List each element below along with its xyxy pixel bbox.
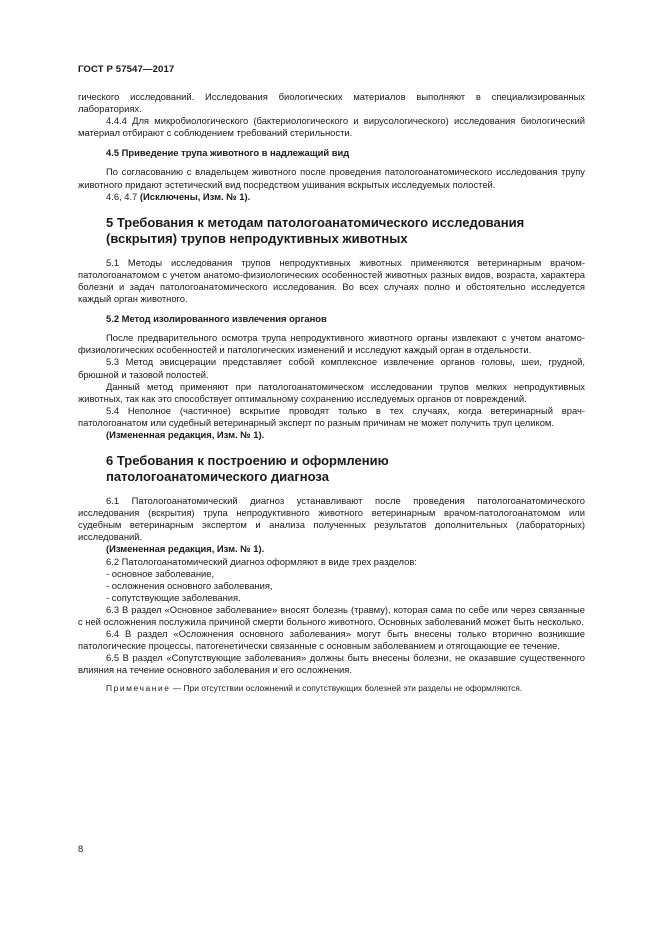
amendment-note: (Измененная редакция, Изм. № 1). xyxy=(106,428,265,440)
subheading-4-5: 4.5 Приведение трупа животного в надлежащий вид xyxy=(106,147,350,159)
note-label: Примечание xyxy=(106,683,171,694)
section-6-heading xyxy=(106,453,585,485)
note xyxy=(78,682,585,694)
document-body xyxy=(78,91,585,695)
section-5-heading-line2: (вскрытия) трупов непродуктивных животных xyxy=(106,230,408,246)
paragraph-6-5: 6.5 В раздел «Сопутствующие заболевания» должны быть внесены болезни, не оказавшие существенного влияния на течение основного заболевания и его осложнения. xyxy=(78,652,585,676)
section-6-heading-line1: 6 Требования к построению и оформлению xyxy=(106,453,389,469)
paragraph-6-1: 6.1 Патологоанатомический диагноз устанавливают после проведения патологоанатомического исследования (вскрытия) трупа непродуктивного животного ветеринарным врачом-патологоанатомом или судебным ветеринарным экспертом и анализа полученных результатов дополнительных (лабораторных) исследований. xyxy=(78,495,585,543)
paragraph: По согласованию с владельцем животного после проведения патологоанатомического исследования трупу животного придают эстетический вид посредством ушивания вскрытых исследуемых полостей. xyxy=(78,166,585,190)
paragraph-5-1: 5.1 Методы исследования трупов непродуктивных животных применяются ветеринарным врачом-патологоанатомом с учетом анатомо-физиологических особенностей животных разных видов, возраста, характера болезни и задач патологоанатомического исследования. Во всех случаях полно и обстоятельно исследуется каждый орган животного. xyxy=(78,256,585,305)
page-number: 8 xyxy=(78,843,84,854)
paragraph: гического исследований. Исследования биологических материалов выполняют в специализированных лабораториях. xyxy=(78,91,585,115)
list-item: - сопутствующие заболевания. xyxy=(106,591,241,603)
section-5-heading xyxy=(106,215,585,247)
paragraph-5-4: 5.4 Неполное (частичное) вскрытие проводят только в тех случаях, когда ветеринарный врач-патологоанатом или судебный ветеринарный эксперт по разным причинам не может получить труп целиком. xyxy=(78,404,585,428)
section-5-heading-line1: 5 Требования к методам патологоанатомического исследования xyxy=(106,214,525,230)
paragraph-4-4-4: 4.4.4 Для микробиологического (бактериологического и вирусологического) исследования биологический материал отбирают с соблюдением требований стерильности. xyxy=(78,115,585,139)
list-item: - основное заболевание, xyxy=(106,567,215,579)
paragraph-6-4: 6.4 В раздел «Осложнения основного заболевания» могут быть внесены только вторично возникшие патологические процессы, патогенетически связанные с основным заболеванием и отягощающие ее течение. xyxy=(78,628,585,652)
paragraph-5-3: 5.3 Метод эвисцерации представляет собой комплексное извлечение органов головы, шеи, грудной, брюшной и тазовой полостей. xyxy=(78,356,585,380)
amendment-note: (Измененная редакция, Изм. № 1). xyxy=(106,543,265,555)
note-text: — При отсутствии осложнений и сопутствующих болезней эти разделы не оформляются. xyxy=(170,683,523,694)
paragraph-4-6-4-7 xyxy=(78,191,585,203)
paragraph-6-2: 6.2 Патологоанатомический диагноз оформляют в виде трех разделов: xyxy=(106,555,417,567)
clause-numbers: 4.6, 4.7 xyxy=(106,190,138,202)
section-6-heading-line2: патологоанатомического диагноза xyxy=(106,469,329,485)
paragraph: Данный метод применяют при патологоанатомическом исследовании трупов мелких непродуктивных животных, так как это способствует оптимальному сохранению исследуемых органов от повреждений. xyxy=(78,380,585,404)
list-item: - осложнения основного заболевания, xyxy=(106,579,273,591)
paragraph-6-3: 6.3 В раздел «Основное заболевание» вносят болезнь (травму), которая сама по себе или через связанные с ней осложнения послужила причиной смерти больного животного. Основных заболеваний может быть несколько. xyxy=(78,603,585,627)
subheading-5-2: 5.2 Метод изолированного извлечения органов xyxy=(106,313,327,325)
excluded-note: (Исключены, Изм. № 1). xyxy=(139,190,251,202)
paragraph: После предварительного осмотра трупа непродуктивного животного органы извлекают с учетом анатомо-физиологических особенностей и патологических изменений и исследуют каждый орган в отдельности. xyxy=(78,332,585,356)
document-header: ГОСТ Р 57547—2017 xyxy=(78,64,175,75)
